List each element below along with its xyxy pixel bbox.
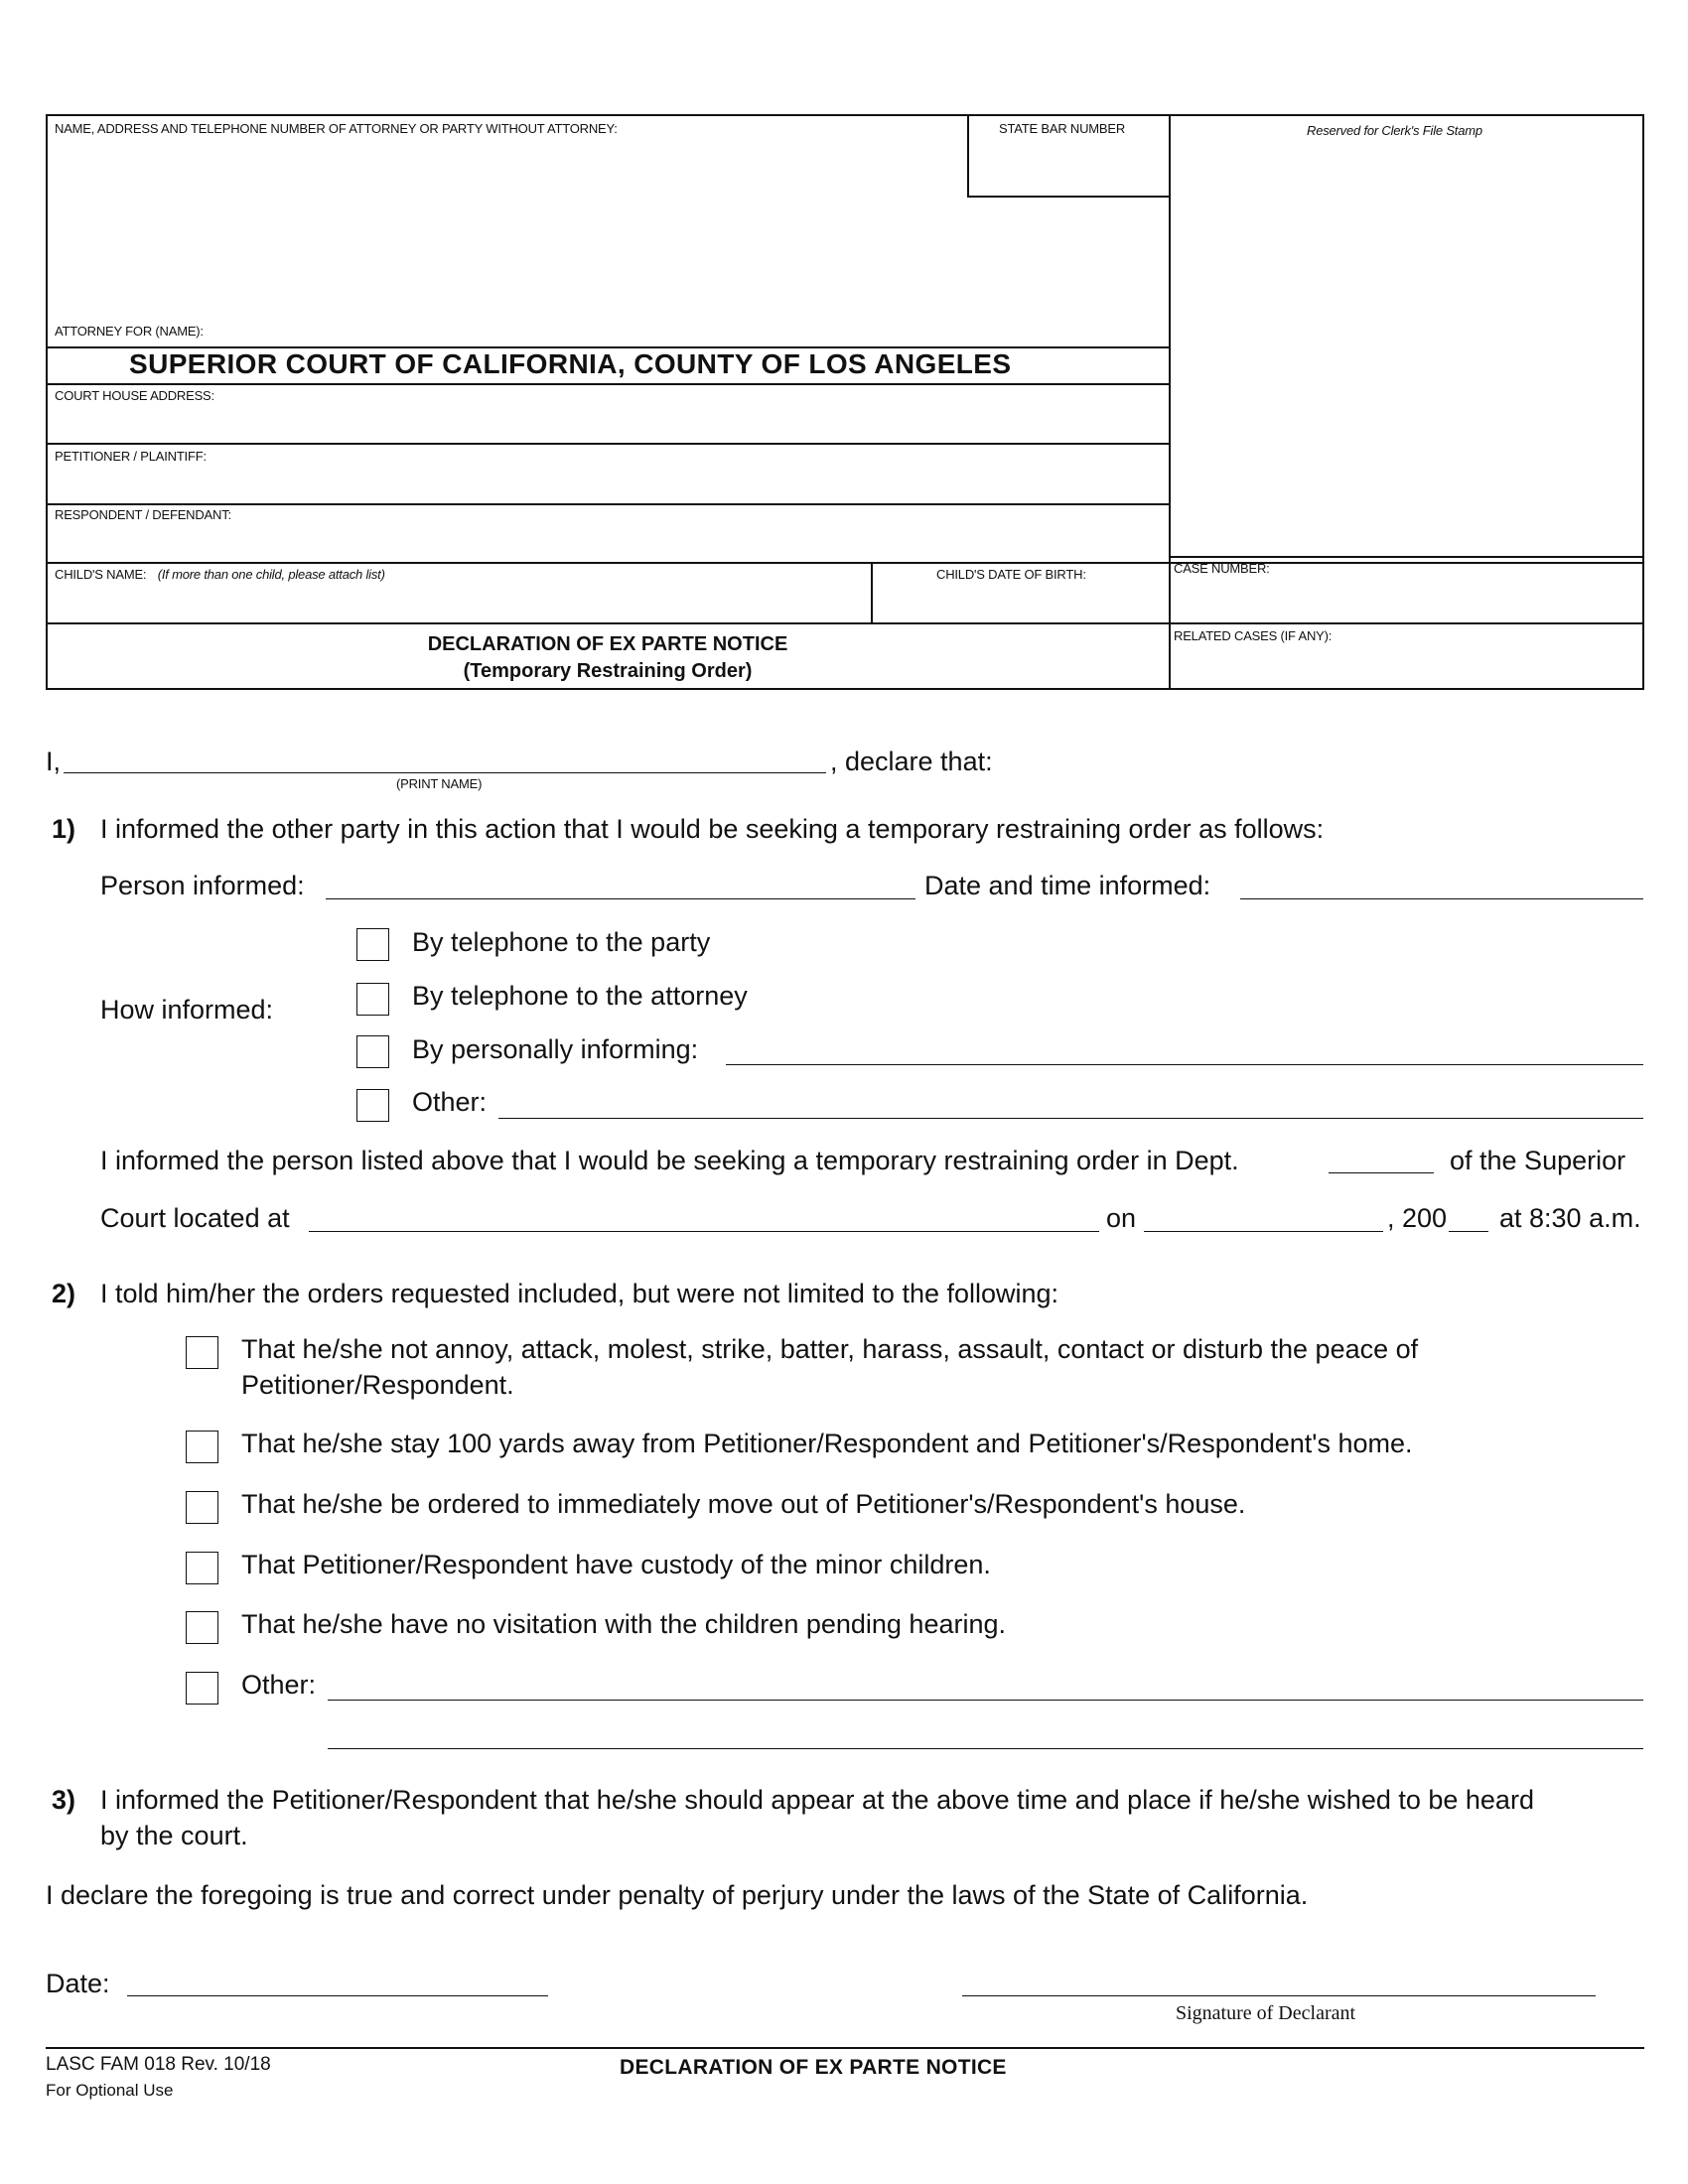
option-telephone-attorney: By telephone to the attorney — [412, 981, 748, 1011]
court-location-field[interactable] — [309, 1231, 1099, 1232]
order-no-visitation: That he/she have no visitation with the children pending hearing. — [241, 1609, 1007, 1639]
date-field[interactable] — [127, 1995, 548, 1996]
order-move-out: That he/she be ordered to immediately move out of Petitioner's/Respondent's house. — [241, 1489, 1246, 1519]
hearing-date-field[interactable] — [1144, 1231, 1383, 1232]
print-name-field[interactable] — [64, 772, 826, 773]
courthouse-address-label: COURT HOUSE ADDRESS: — [55, 388, 214, 403]
footer-rule — [46, 2047, 1644, 2049]
optional-use: For Optional Use — [46, 2081, 174, 2100]
section3-number: 3) — [52, 1785, 76, 1815]
case-number-label: CASE NUMBER: — [1174, 561, 1270, 576]
how-informed-label: How informed: — [100, 995, 274, 1024]
print-name-label: (PRINT NAME) — [396, 776, 483, 791]
personally-informing-checkbox[interactable] — [356, 1035, 389, 1068]
form-title — [48, 631, 1168, 685]
date-label: Date: — [46, 1969, 110, 1998]
state-bar-label: STATE BAR NUMBER — [999, 121, 1126, 136]
section3-text-line2: by the court. — [100, 1821, 248, 1850]
personally-informing-field[interactable] — [726, 1064, 1643, 1065]
other-order-field-1[interactable] — [328, 1700, 1643, 1701]
telephone-attorney-checkbox[interactable] — [356, 983, 389, 1016]
no-contact-checkbox[interactable] — [186, 1336, 218, 1369]
year-prefix: , 200 — [1387, 1203, 1448, 1233]
section1-text: I informed the other party in this action that I would be seeking a temporary restraining order as follows: — [100, 814, 1325, 844]
child-name-text: CHILD'S NAME: — [55, 567, 147, 582]
order-no-contact-cont: Petitioner/Respondent. — [241, 1370, 514, 1400]
footer-title: DECLARATION OF EX PARTE NOTICE — [620, 2056, 1007, 2079]
child-name-label — [55, 567, 385, 582]
form-number: LASC FAM 018 Rev. 10/18 — [46, 2054, 271, 2075]
dept-field[interactable] — [1329, 1172, 1434, 1173]
option-personally-informing: By personally informing: — [412, 1034, 699, 1064]
date-informed-field[interactable] — [1240, 898, 1643, 899]
section3-text-line1: I informed the Petitioner/Respondent that he/she should appear at the above time and place if he/she wished to be heard — [100, 1785, 1534, 1815]
no-visitation-checkbox[interactable] — [186, 1611, 218, 1644]
perjury-statement: I declare the foregoing is true and correct under penalty of perjury under the laws of the State of California. — [46, 1880, 1309, 1910]
dept-text: I informed the person listed above that I would be seeking a temporary restraining order in Dept. — [100, 1146, 1239, 1175]
superior-text: of the Superior — [1450, 1146, 1626, 1175]
year-field[interactable] — [1449, 1231, 1488, 1232]
attorney-for-label: ATTORNEY FOR (NAME): — [55, 324, 204, 339]
person-informed-label: Person informed: — [100, 871, 305, 900]
section2-text: I told him/her the orders requested included, but were not limited to the following: — [100, 1279, 1059, 1308]
declare-prefix: I, — [46, 747, 62, 776]
section1-number: 1) — [52, 814, 76, 844]
other-order-field-2[interactable] — [328, 1748, 1643, 1749]
person-informed-field[interactable] — [326, 898, 915, 899]
other-method-field[interactable] — [498, 1118, 1643, 1119]
move-out-checkbox[interactable] — [186, 1491, 218, 1524]
form-title-line2: (Temporary Restraining Order) — [463, 660, 753, 682]
order-custody: That Petitioner/Respondent have custody of the minor children. — [241, 1550, 991, 1579]
declare-suffix: , declare that: — [830, 747, 993, 776]
on-label: on — [1106, 1203, 1137, 1233]
date-informed-label: Date and time informed: — [924, 871, 1211, 900]
child-dob-label: CHILD'S DATE OF BIRTH: — [936, 567, 1086, 582]
attorney-label: NAME, ADDRESS AND TELEPHONE NUMBER OF ATTORNEY OR PARTY WITHOUT ATTORNEY: — [55, 121, 618, 136]
respondent-label: RESPONDENT / DEFENDANT: — [55, 507, 231, 522]
related-cases-label: RELATED CASES (IF ANY): — [1174, 628, 1333, 643]
order-stay-away: That he/she stay 100 yards away from Petitioner/Respondent and Petitioner's/Respondent's home. — [241, 1429, 1413, 1458]
order-no-contact: That he/she not annoy, attack, molest, strike, batter, harass, assault, contact or disturb the peace of — [241, 1334, 1419, 1364]
court-located-label: Court located at — [100, 1203, 290, 1233]
option-telephone-party: By telephone to the party — [412, 927, 711, 957]
petitioner-label: PETITIONER / PLAINTIFF: — [55, 449, 207, 464]
custody-checkbox[interactable] — [186, 1552, 218, 1584]
option-other-method: Other: — [412, 1087, 488, 1117]
court-title: SUPERIOR COURT OF CALIFORNIA, COUNTY OF LOS ANGELES — [129, 348, 1012, 379]
form-title-line1: DECLARATION OF EX PARTE NOTICE — [427, 633, 788, 655]
stay-away-checkbox[interactable] — [186, 1431, 218, 1463]
other-order-checkbox[interactable] — [186, 1672, 218, 1705]
signature-field[interactable] — [962, 1995, 1596, 1996]
section2-number: 2) — [52, 1279, 76, 1308]
child-name-note: (If more than one child, please attach list) — [157, 567, 385, 582]
order-other: Other: — [241, 1670, 317, 1700]
telephone-party-checkbox[interactable] — [356, 928, 389, 961]
other-method-checkbox[interactable] — [356, 1089, 389, 1122]
hearing-time: at 8:30 a.m. — [1499, 1203, 1641, 1233]
signature-label: Signature of Declarant — [1176, 2002, 1356, 2024]
clerk-stamp-label: Reserved for Clerk's File Stamp — [1307, 123, 1482, 138]
